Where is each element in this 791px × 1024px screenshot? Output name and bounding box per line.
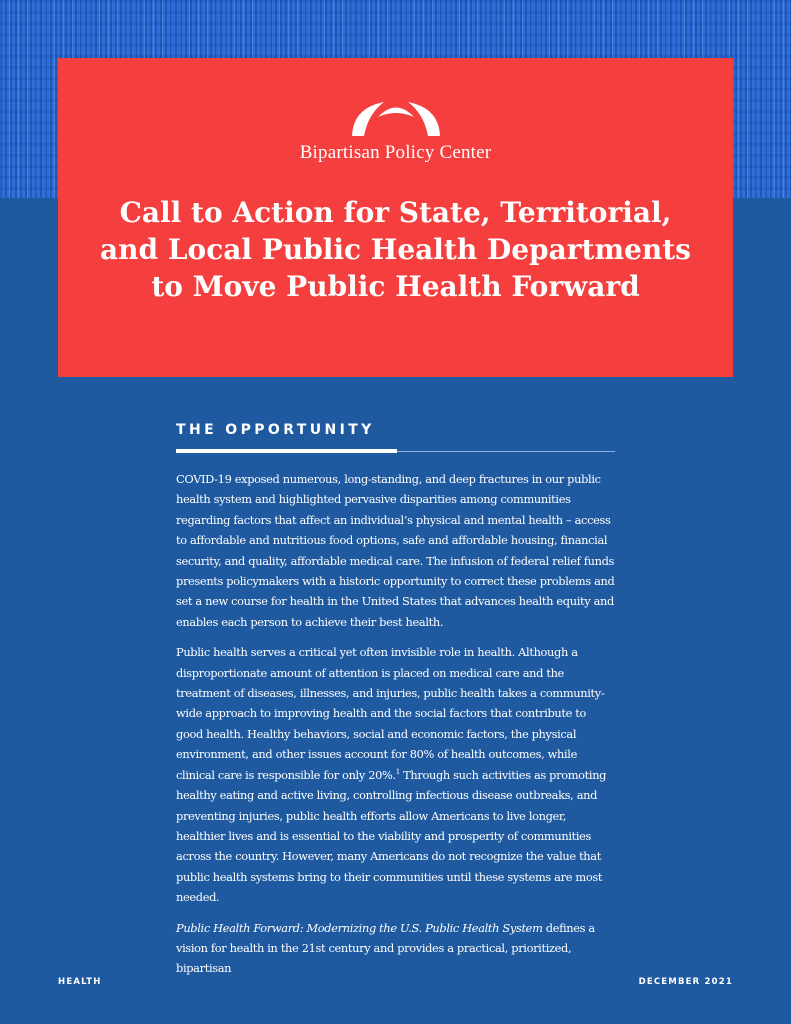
section-heading: THE OPPORTUNITY bbox=[176, 422, 375, 438]
paragraph-3 bbox=[176, 918, 615, 979]
paragraph-2 bbox=[176, 642, 615, 907]
main-content bbox=[176, 419, 615, 979]
organization-name: Bipartisan Policy Center bbox=[299, 142, 492, 163]
footnote-ref[interactable]: 1 bbox=[395, 767, 400, 776]
arch-logo-icon bbox=[351, 100, 441, 136]
section-divider bbox=[176, 449, 615, 454]
title-banner bbox=[58, 58, 733, 377]
organization-logo bbox=[58, 100, 733, 164]
footer-category: HEALTH bbox=[58, 977, 102, 987]
page-title: Call to Action for State, Territorial, and Local Public Health Departments to Move Public Health Forward bbox=[100, 196, 691, 303]
report-title-italic: Public Health Forward: Modernizing the U.S. Public Health System bbox=[176, 920, 543, 935]
footer-date: DECEMBER 2021 bbox=[638, 977, 733, 987]
paragraph-2-text: Public health serves a critical yet often invisible role in health. Although a disproportionate amount of attention is placed on medical care and the treatment of diseases, illnesses, and injuries, public health takes a community-wide approach to improving health and the social factors that contribute to good health. Healthy behaviors, social and economic factors, the physical environment, and other issues account for 80% of health outcomes, while clinical care is responsible for only 20%. bbox=[176, 645, 605, 782]
paragraph-3-text: defines a vision for health in the 21st century and provides a practical, prioritized, bipartisan bbox=[176, 920, 595, 976]
paragraph-2-text-cont: Through such activities as promoting healthy eating and active living, controlling infectious disease outbreaks, and preventing injuries, public health efforts allow Americans to live longer, healthier lives and is essential to the viability and prosperity of communities across the country. However, many Americans do not recognize the value that public health systems bring to their communities until these systems are most needed. bbox=[176, 767, 607, 905]
paragraph-1: COVID-19 exposed numerous, long-standing, and deep fractures in our public health system and highlighted pervasive disparities among communities regarding factors that affect an individual’s physical and mental health – access to affordable and nutritious food options, safe and affordable housing, financial security, and quality, affordable medical care. The infusion of federal relief funds presents policymakers with a historic opportunity to correct these problems and set a new course for health in the United States that advances health equity and enables each person to achieve their best health. bbox=[176, 472, 615, 629]
